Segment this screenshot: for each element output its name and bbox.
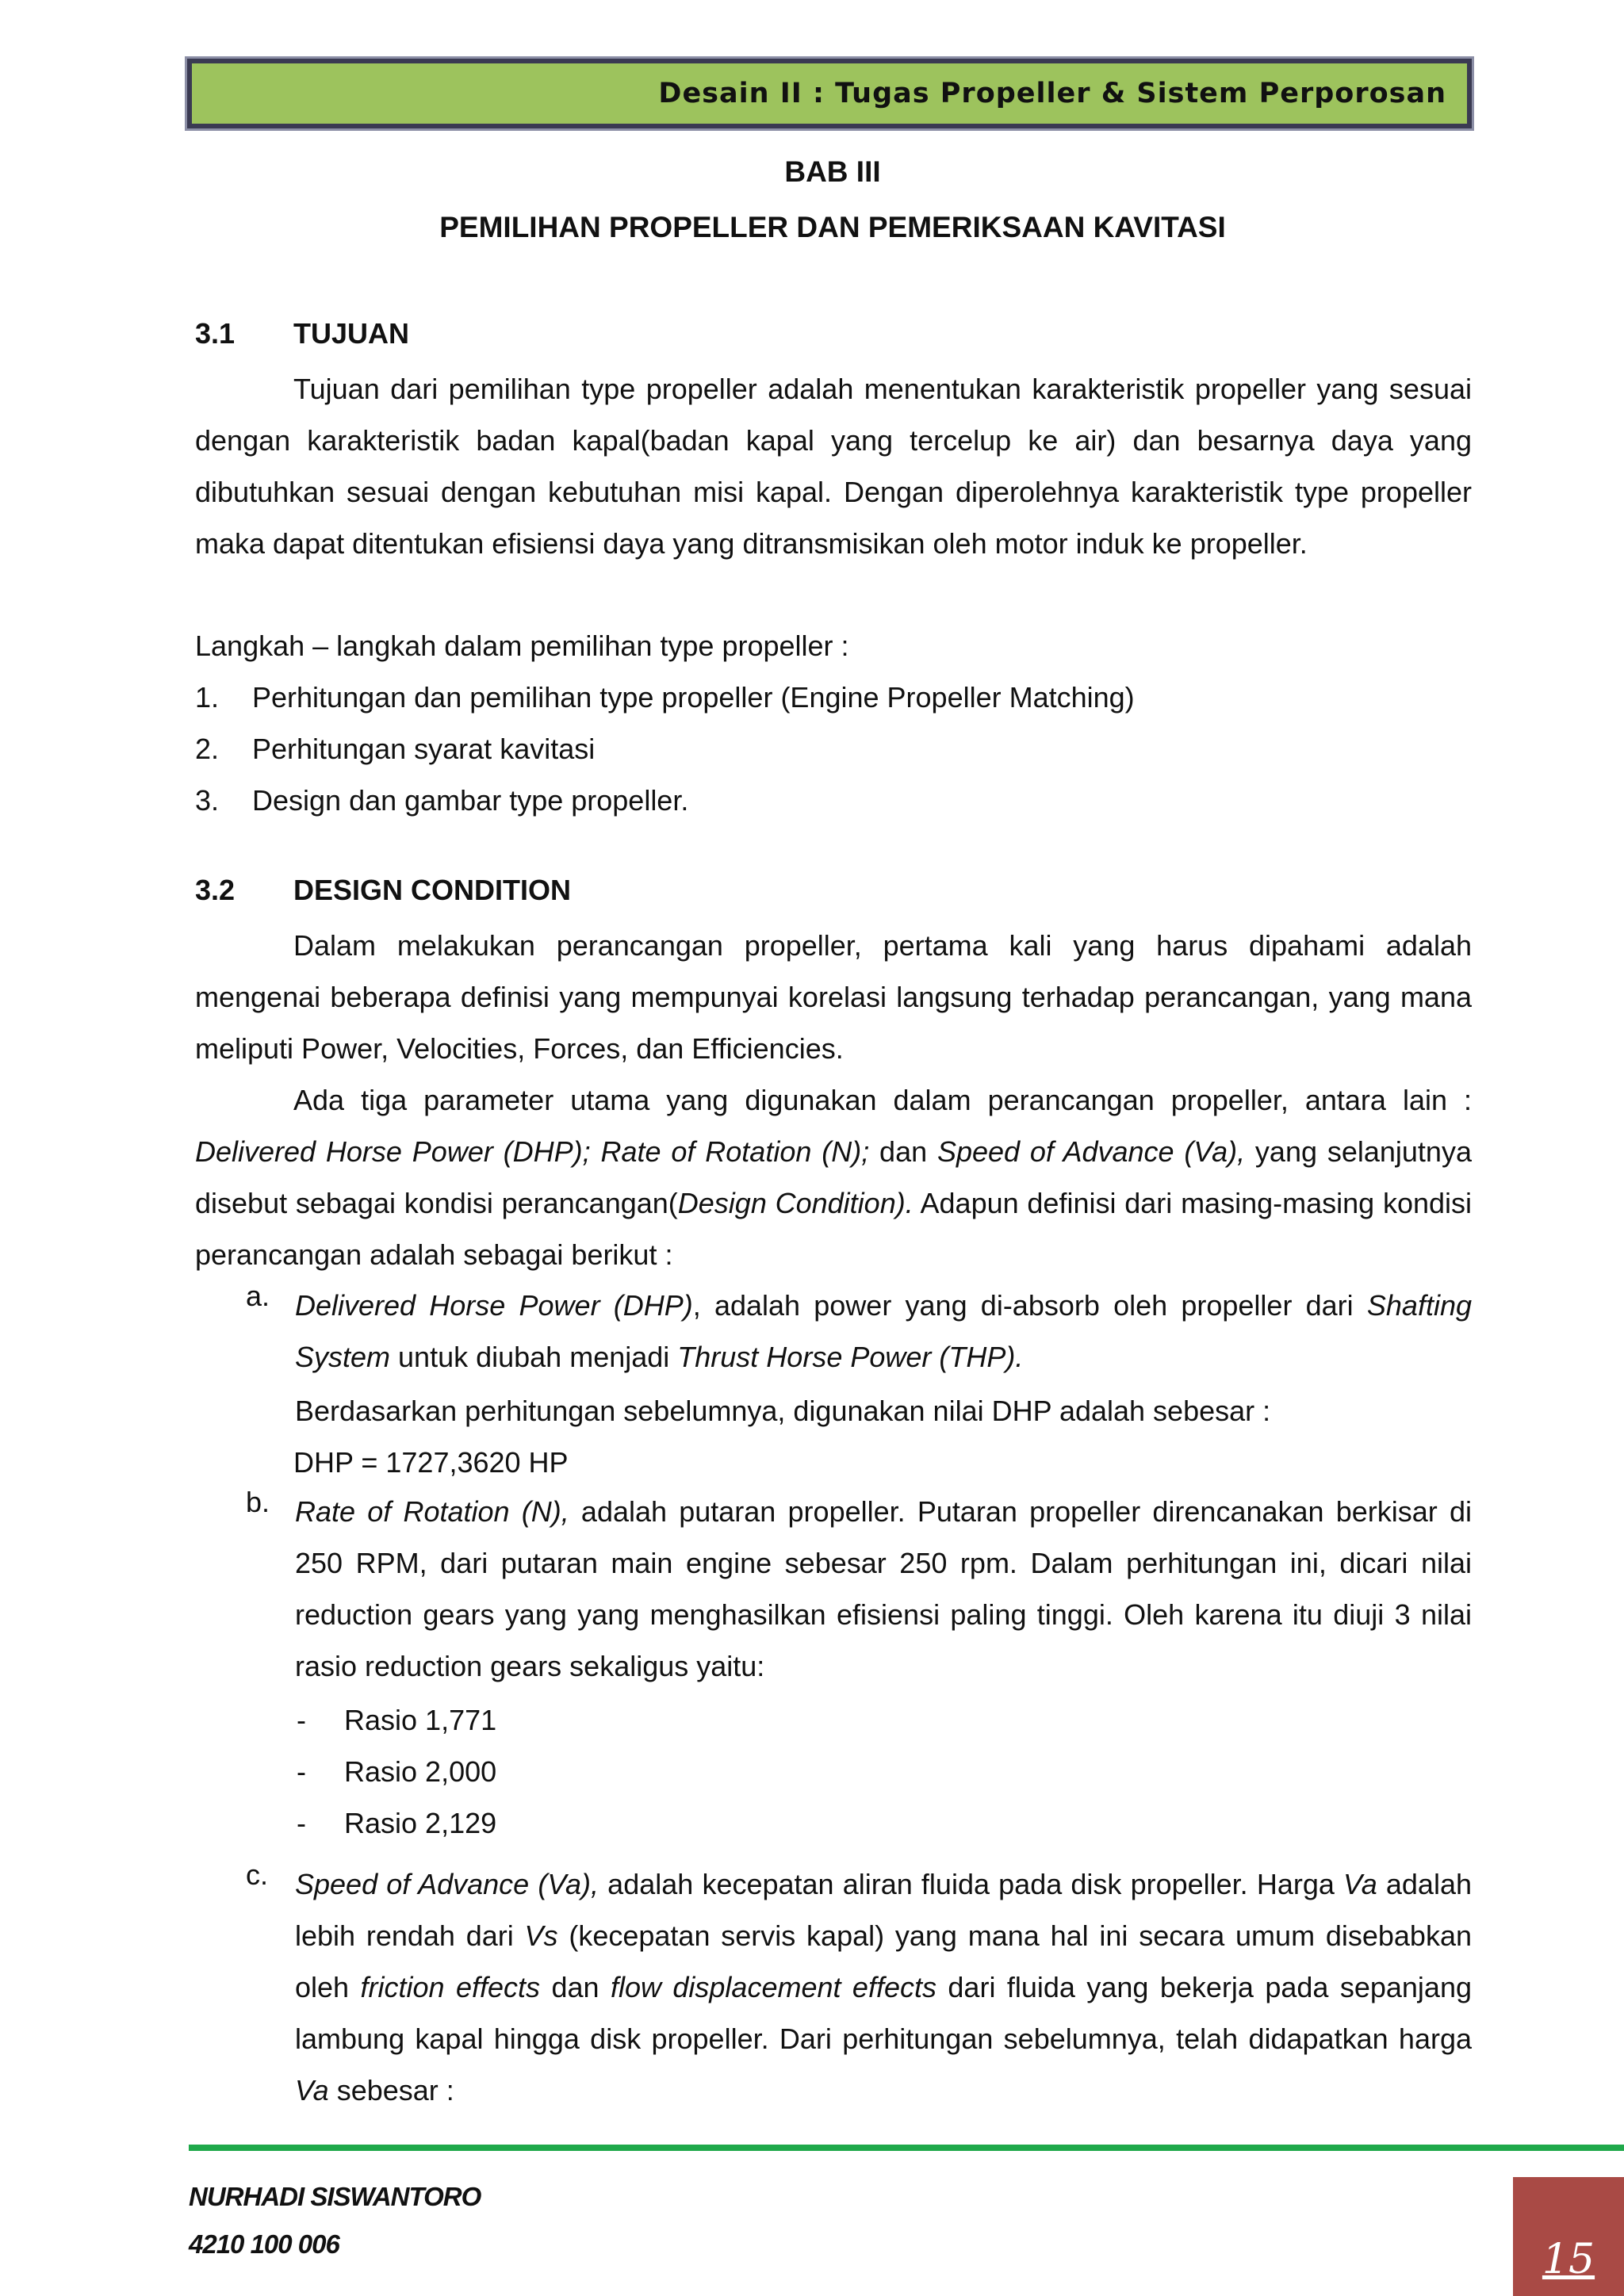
- section2-paragraph-1: Dalam melakukan perancangan propeller, pertama kali yang harus dipahami adalah mengenai beberapa definisi yang mempunyai korelasi langsung terhadap perancangan, yang mana meliputi Power, Velocities, Forces, dan Efficiencies.: [195, 929, 1472, 1065]
- step-number: 2.: [195, 733, 220, 765]
- item-c-text: Speed of Advance (Va), adalah kecepatan aliran fluida pada disk propeller. Harga Va adalah lebih rendah dari Vs (kecepatan servis kapal) yang mana hal ini secara umum disebabkan oleh friction effects dan flow displacement effects dari fluida yang bekerja pada sepanjang lambung kapal hingga disk propeller. Dari perhitungan sebelumnya, telah didapatkan harga Va sebesar :: [295, 1868, 1472, 2107]
- item-b-label: b.: [246, 1486, 270, 1518]
- section-heading-3-1: [195, 317, 409, 350]
- footer-divider: [189, 2145, 1624, 2151]
- author-id: 4210 100 006: [189, 2229, 339, 2259]
- section2-paragraph-2: Ada tiga parameter utama yang digunakan dalam perancangan propeller, antara lain : Delivered Horse Power (DHP); Rate of Rotation (N); dan Speed of Advance (Va), yang selanjutnya disebut sebagai kondisi perancangan(Design Condition). Adapun definisi dari masing-masing kondisi perancangan adalah sebagai berikut :: [195, 1084, 1472, 1271]
- section-title: DESIGN CONDITION: [293, 874, 572, 906]
- section-title: TUJUAN: [293, 317, 410, 350]
- chapter-title: PEMILIHAN PROPELLER DAN PEMERIKSAAN KAVITASI: [439, 211, 1226, 243]
- author-name: NURHADI SISWANTORO: [189, 2182, 481, 2211]
- item-b-text: Rate of Rotation (N), adalah putaran propeller. Putaran propeller direncanakan berkisar di 250 RPM, dari putaran main engine sebesar 250 rpm. Dalam perhitungan ini, dicari nilai reduction gears yang yang menghasilkan efisiensi paling tinggi. Oleh karena itu diuji 3 nilai rasio reduction gears sekaligus yaitu:: [295, 1495, 1473, 1682]
- step-number: 3.: [195, 784, 220, 817]
- step-text: Design dan gambar type propeller.: [252, 784, 689, 817]
- page-number: 15: [1542, 2236, 1595, 2283]
- step-text: Perhitungan dan pemilihan type propeller (Engine Propeller Matching): [252, 681, 1135, 714]
- section-number: 3.2: [195, 874, 236, 906]
- ratio-item: Rasio 2,000: [344, 1755, 497, 1788]
- item-c-label: c.: [246, 1858, 269, 1891]
- header-title: Desain II : Tugas Propeller & Sistem Perporosan: [658, 78, 1446, 109]
- section-number: 3.1: [195, 317, 236, 350]
- ratio-item: Rasio 2,129: [344, 1807, 497, 1839]
- ratio-item: Rasio 1,771: [344, 1704, 497, 1736]
- page-number-box: [1513, 2177, 1624, 2296]
- running-header: [187, 59, 1472, 128]
- ratio-bullet: -: [297, 1704, 306, 1736]
- step-number: 1.: [195, 681, 220, 714]
- item-a-note: Berdasarkan perhitungan sebelumnya, digunakan nilai DHP adalah sebesar :: [295, 1395, 1271, 1427]
- dhp-value: DHP = 1727,3620 HP: [293, 1446, 569, 1479]
- section1-paragraph: Tujuan dari pemilihan type propeller adalah menentukan karakteristik propeller yang sesuai dengan karakteristik badan kapal(badan kapal yang tercelup ke air) dan besarnya daya yang dibutuhkan sesuai dengan kebutuhan misi kapal. Dengan diperolehnya karakteristik type propeller maka dapat ditentukan efisiensi daya yang ditransmisikan oleh motor induk ke propeller.: [195, 373, 1472, 560]
- ratio-bullet: -: [297, 1755, 306, 1788]
- step-text: Perhitungan syarat kavitasi: [252, 733, 596, 765]
- ratio-bullet: -: [297, 1807, 306, 1839]
- item-a-text: Delivered Horse Power (DHP), adalah power yang di-absorb oleh propeller dari Shafting System untuk diubah menjadi Thrust Horse Power (THP).: [295, 1289, 1472, 1373]
- chapter-label: BAB III: [784, 155, 881, 188]
- item-a-label: a.: [246, 1280, 270, 1312]
- steps-intro: Langkah – langkah dalam pemilihan type propeller :: [195, 629, 849, 662]
- section-heading-3-2: [195, 874, 571, 907]
